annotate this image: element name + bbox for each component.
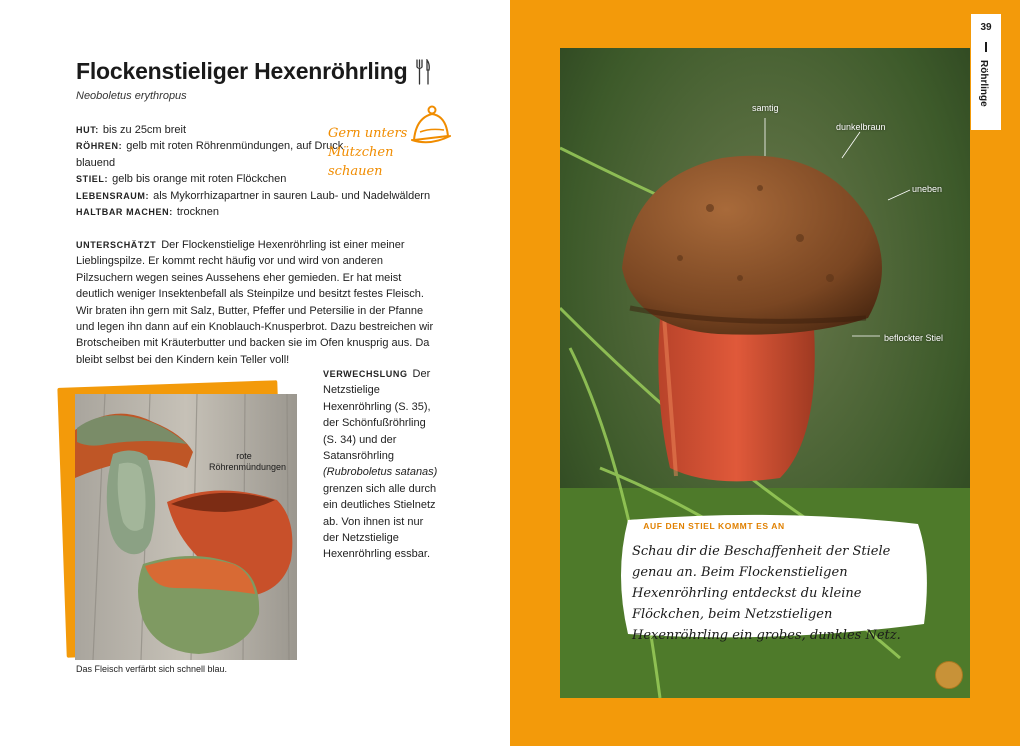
paragraph-unterschaetzt: UNTERSCHÄTZT Der Flockenstielige Hexenröhrling ist einer meiner Lieblingspilze. Er kommt recht häufig vor und wird von anderen Pilzsuchern wegen seines Aussehens eher gemieden. Er hat meist deutlich weniger Insektenbefall als Steinpilze und besitzt festes Fleisch. Wir braten ihn gern mit Salz, Butter, Pfeffer und Petersilie in der Pfanne und legen ihn dann auf ein Knoblauch-Knusperbrot. Dazu bestreichen wir Brotscheiben mit Kräuterbutter und backen sie im Ofen knusprig aus. Da bleibt selbst bei den Kindern kein Teller voll! bbox=[76, 239, 434, 366]
photo-label-roehren: rote Röhrenmündungen bbox=[209, 451, 287, 472]
page-marker-dot bbox=[935, 661, 963, 689]
bubble-text: Schau dir die Beschaffenheit der Stiele genau an. Beim Flockenstieligen Hexenröhrling entdeckst du kleine Flöckchen, beim Netzstieligen Hexenröhrling ein grobes, dunkles Netz. bbox=[632, 544, 901, 643]
fact-stiel: STIEL: gelb bis orange mit roten Flöckchen bbox=[76, 173, 287, 186]
fact-hut: HUT: bis zu 25cm breit bbox=[76, 124, 187, 136]
cut-mushroom-image bbox=[75, 394, 297, 660]
fact-lebensraum: LEBENSRAUM: als Mykorrhizapartner in sauren Laub- und Nadelwäldern bbox=[76, 189, 431, 202]
tab-separator bbox=[985, 42, 987, 52]
handwritten-note: Gern unters Mützchen schauen bbox=[328, 126, 408, 179]
annotation-uneben: uneben bbox=[912, 184, 943, 194]
hat-icon bbox=[410, 102, 452, 146]
bubble-title: AUF DEN STIEL KOMMT ES AN bbox=[643, 521, 785, 531]
annotation-samtig: samtig bbox=[752, 103, 779, 113]
paragraph-verwechslung: VERWECHSLUNG Der Netzstielige Hexenröhrling (S. 35), der Schönfußröhrling (S. 34) und der Satansröhrling (Rubroboletus satanas) grenzen sich alle durch ein deutliches Stielnetz ab. Von ihnen ist nur der Netzstielige Hexenröhrling essbar. bbox=[323, 368, 438, 561]
mushroom-cut-photo-frame bbox=[62, 384, 298, 660]
fact-roehren: RÖHREN: gelb mit roten Röhrenmündungen, auf Druck blauend bbox=[76, 140, 344, 169]
latin-name: Neoboletus erythropus bbox=[76, 90, 187, 102]
page-number: 39 bbox=[980, 22, 992, 33]
fact-haltbar: HALTBAR MACHEN: trocknen bbox=[76, 206, 220, 219]
title-row bbox=[76, 58, 431, 85]
annotation-stiel: beflockter Stiel bbox=[884, 333, 944, 343]
section-name: Röhrlinge bbox=[978, 60, 989, 107]
mushroom-cut-photo bbox=[75, 394, 297, 660]
cutlery-icon bbox=[415, 59, 431, 85]
annotation-dunkelbraun: dunkelbraun bbox=[836, 122, 886, 132]
page-title: Flockenstieliger Hexenröhrling bbox=[76, 58, 408, 84]
photo-caption: Das Fleisch verfärbt sich schnell blau. bbox=[76, 664, 228, 674]
